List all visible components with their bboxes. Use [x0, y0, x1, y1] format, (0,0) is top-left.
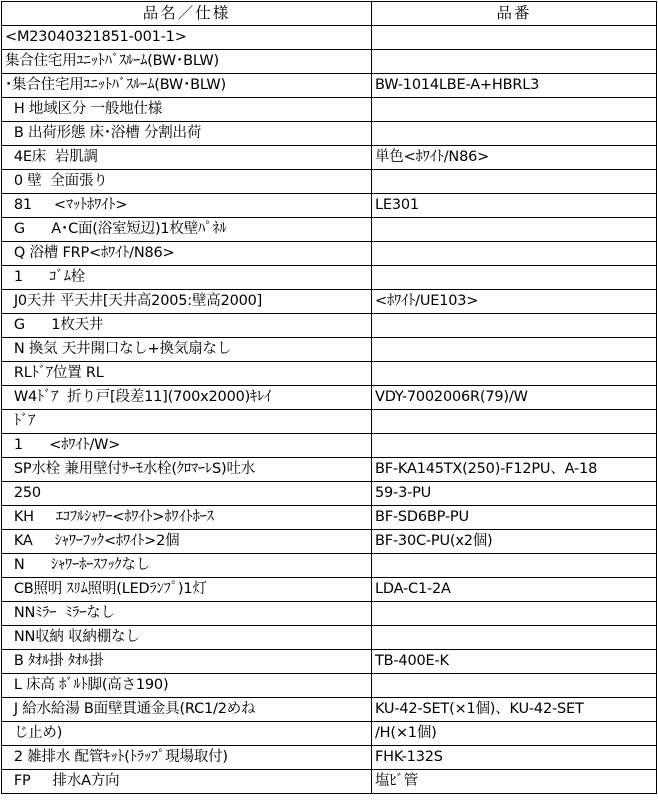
table-row [2, 146, 657, 170]
table-row [2, 530, 657, 554]
spec-cell: J 給水給湯 B面壁貫通金具(RC1/2めね [2, 698, 372, 722]
product-code-cell [372, 218, 657, 242]
table-row [2, 674, 657, 698]
spec-cell: ﾄﾞｱ [2, 410, 372, 434]
table-row [2, 722, 657, 746]
spec-cell: 250 [2, 482, 372, 506]
table-row [2, 746, 657, 770]
product-code-cell: 59-3-PU [372, 482, 657, 506]
product-code-cell [372, 554, 657, 578]
product-code-cell [372, 26, 657, 50]
table-row [2, 650, 657, 674]
spec-cell: 4E床 岩肌調 [2, 146, 372, 170]
spec-cell: H 地域区分 一般地仕様 [2, 98, 372, 122]
product-code-cell [372, 602, 657, 626]
product-code-cell [372, 266, 657, 290]
spec-cell: N ｼｬﾜｰﾎｰｽﾌｯｸなし [2, 554, 372, 578]
product-code-cell [372, 314, 657, 338]
table-row [2, 314, 657, 338]
product-code-cell: LDA-C1-2A [372, 578, 657, 602]
table-row [2, 74, 657, 98]
spec-cell: KA ｼｬﾜｰﾌｯｸ<ﾎﾜｲﾄ>2個 [2, 530, 372, 554]
product-code-cell [372, 122, 657, 146]
product-code-cell: TB-400E-K [372, 650, 657, 674]
spec-cell: B ﾀｵﾙ掛 ﾀｵﾙ掛 [2, 650, 372, 674]
product-code-cell: FHK-132S [372, 746, 657, 770]
product-code-cell: /H(×1個) [372, 722, 657, 746]
table-row [2, 578, 657, 602]
spec-cell: 0 壁 全面張り [2, 170, 372, 194]
product-code-cell: <ﾎﾜｲﾄ/UE103> [372, 290, 657, 314]
table-row [2, 242, 657, 266]
product-code-cell [372, 362, 657, 386]
product-code-cell: 塩ﾋﾞ管 [372, 770, 657, 794]
product-code-cell: 単色<ﾎﾜｲﾄ/N86> [372, 146, 657, 170]
spec-cell: 2 雑排水 配管ｷｯﾄ(ﾄﾗｯﾌﾟ現場取付) [2, 746, 372, 770]
product-code-cell [372, 626, 657, 650]
spec-cell: ･集合住宅用ﾕﾆｯﾄﾊﾞｽﾙｰﾑ(BW･BLW) [2, 74, 372, 98]
spec-cell: RLﾄﾞｱ位置 RL [2, 362, 372, 386]
table-row [2, 770, 657, 794]
spec-cell: B 出荷形態 床･浴槽 分割出荷 [2, 122, 372, 146]
spec-cell: G 1枚天井 [2, 314, 372, 338]
table-row [2, 362, 657, 386]
product-code-cell: KU-42-SET(×1個)、KU-42-SET [372, 698, 657, 722]
spec-cell: W4ﾄﾞｱ 折り戸[段差11](700x2000)ｷﾚｲ [2, 386, 372, 410]
table-row [2, 434, 657, 458]
table-row [2, 194, 657, 218]
product-code-cell: LE301 [372, 194, 657, 218]
spec-cell: じ止め) [2, 722, 372, 746]
product-code-cell: BF-30C-PU(x2個) [372, 530, 657, 554]
spec-cell: G A･C面(浴室短辺)1枚壁ﾊﾟﾈﾙ [2, 218, 372, 242]
table-row [2, 506, 657, 530]
table-row [2, 626, 657, 650]
spec-cell: NN収納 収納棚なし [2, 626, 372, 650]
spec-cell: KH ｴｺﾌﾙｼｬﾜｰ<ﾎﾜｲﾄ>ﾎﾜｲﾄﾎｰｽ [2, 506, 372, 530]
table-row [2, 698, 657, 722]
table-row [2, 50, 657, 74]
table-row [2, 386, 657, 410]
table-row [2, 266, 657, 290]
product-code-cell [372, 170, 657, 194]
table-header-row [2, 2, 657, 26]
spec-cell: SP水栓 兼用壁付ｻｰﾓ水栓(ｸﾛﾏｰﾚS)吐水 [2, 458, 372, 482]
product-code-cell [372, 410, 657, 434]
table-row [2, 98, 657, 122]
spec-cell: 1 <ﾎﾜｲﾄ/W> [2, 434, 372, 458]
table-row [2, 26, 657, 50]
table-row [2, 338, 657, 362]
header-code: 品番 [372, 2, 657, 26]
table-row [2, 482, 657, 506]
product-code-cell [372, 98, 657, 122]
table-row [2, 410, 657, 434]
spec-cell: CB照明 ｽﾘﾑ照明(LEDﾗﾝﾌﾟ)1灯 [2, 578, 372, 602]
table-row [2, 122, 657, 146]
spec-cell: 集合住宅用ﾕﾆｯﾄﾊﾞｽﾙｰﾑ(BW･BLW) [2, 50, 372, 74]
spec-cell: FP 排水A方向 [2, 770, 372, 794]
header-spec: 品名／仕様 [2, 2, 372, 26]
spec-cell: 1 ｺﾞﾑ栓 [2, 266, 372, 290]
table-row [2, 458, 657, 482]
product-code-cell: BF-KA145TX(250)-F12PU、A-18 [372, 458, 657, 482]
table-row [2, 602, 657, 626]
spec-cell: N 換気 天井開口なし+換気扇なし [2, 338, 372, 362]
product-code-cell [372, 674, 657, 698]
spec-cell: L 床高 ﾎﾞﾙﾄ脚(高さ190) [2, 674, 372, 698]
table-row [2, 218, 657, 242]
spec-cell: 81 <ﾏｯﾄﾎﾜｲﾄ> [2, 194, 372, 218]
product-code-cell: BF-SD6BP-PU [372, 506, 657, 530]
product-code-cell [372, 242, 657, 266]
product-code-cell [372, 338, 657, 362]
product-code-cell: VDY-7002006R(79)/W [372, 386, 657, 410]
table-row [2, 554, 657, 578]
spec-cell: NNﾐﾗｰ ﾐﾗｰなし [2, 602, 372, 626]
table-row [2, 170, 657, 194]
table-body [2, 26, 657, 794]
product-code-cell: BW-1014LBE-A+HBRL3 [372, 74, 657, 98]
table-row [2, 290, 657, 314]
spec-cell: J0天井 平天井[天井高2005:壁高2000] [2, 290, 372, 314]
product-code-cell [372, 434, 657, 458]
product-code-cell [372, 50, 657, 74]
specification-table [1, 1, 657, 794]
spec-cell: Q 浴槽 FRP<ﾎﾜｲﾄ/N86> [2, 242, 372, 266]
spec-cell: <M23040321851-001-1> [2, 26, 372, 50]
